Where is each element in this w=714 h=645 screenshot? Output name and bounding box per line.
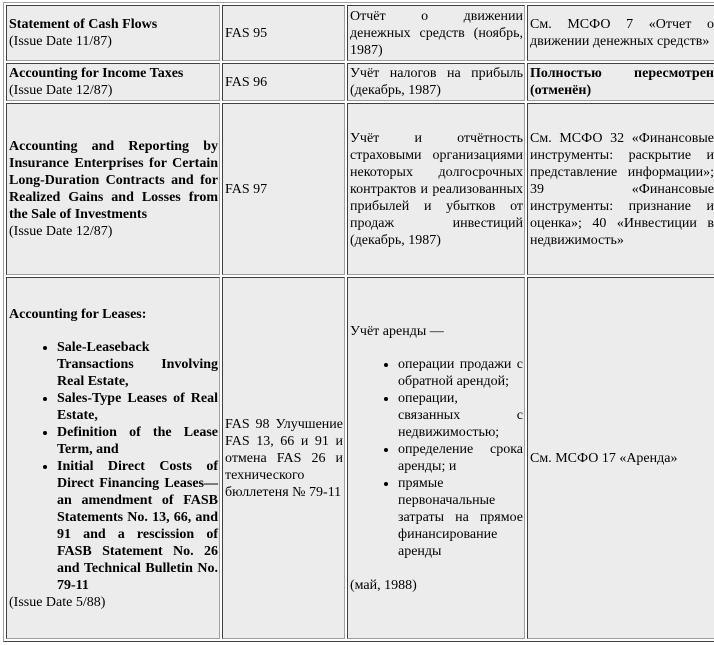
list-item: • Sale-Leaseback Transactions Involving Real Estate, bbox=[57, 339, 218, 390]
russian-subtopic-list bbox=[350, 356, 523, 560]
fas-number: FAS 96 bbox=[225, 74, 268, 90]
list-item: • операции, связанных с недвижимостью; bbox=[398, 390, 523, 441]
list-item: • Sales-Type Leases of Real Estate, bbox=[57, 390, 218, 424]
russian-title: Отчёт о движении денежных средств (ноябрь, 1987) bbox=[350, 8, 523, 58]
issue-date: (Issue Date 12/87) bbox=[9, 83, 113, 98]
russian-title-cell bbox=[347, 277, 525, 639]
russian-title-cell bbox=[347, 5, 525, 61]
fas-number-cell bbox=[222, 63, 345, 101]
fas-number: FAS 95 bbox=[225, 25, 268, 41]
ifrs-reference-cell bbox=[527, 277, 714, 639]
table-row bbox=[6, 5, 714, 61]
table-row bbox=[6, 63, 714, 101]
russian-title: Учёт налогов на прибыль (декабрь, 1987) bbox=[350, 66, 523, 98]
list-item: • определение срока аренды; и bbox=[398, 441, 523, 475]
table-row bbox=[6, 103, 714, 275]
fas-number-cell bbox=[222, 103, 345, 275]
russian-date: (май, 1988) bbox=[350, 577, 417, 593]
list-item: • Initial Direct Costs of Direct Financing Leases—an amendment of FASB Statements No. 13, 66, and 91 and a rescission of FASB Statement No. 26 and Technical Bulletin No. 79-11 bbox=[57, 458, 218, 594]
standards-comparison-table bbox=[3, 2, 714, 642]
english-subtopic-list bbox=[9, 339, 218, 594]
list-item: • операции продажи с обратной арендой; bbox=[398, 356, 523, 390]
russian-title-cell bbox=[347, 103, 525, 275]
fas-number-cell bbox=[222, 5, 345, 61]
english-title-cell bbox=[6, 63, 220, 101]
ifrs-reference: См. МСФО 7 «Отчет о движении денежных средств» bbox=[530, 17, 714, 49]
english-title: Accounting for Income Taxes bbox=[9, 66, 184, 81]
russian-title-cell bbox=[347, 63, 525, 101]
ifrs-reference: См. МСФО 32 «Финансовые инструменты: раскрытие и представление информации»; 39 «Финансовые инструменты: признание и оценка»; 40 «Инвестиции в недвижимость» bbox=[530, 130, 714, 248]
english-title: Statement of Cash Flows bbox=[9, 17, 158, 32]
issue-date: (Issue Date 5/88) bbox=[9, 594, 106, 610]
english-title-cell bbox=[6, 103, 220, 275]
russian-title: Учёт и отчётность страховыми организациями некоторых долгосрочных контрактов и реализованных прибылей и убытков от продаж инвестиций (декабрь, 1987) bbox=[350, 130, 523, 248]
english-title: Accounting for Leases: bbox=[9, 306, 147, 322]
list-item: • прямые первоначальные затраты на прямое финансирование аренды bbox=[398, 475, 523, 560]
ifrs-reference-cell bbox=[527, 103, 714, 275]
english-title-cell bbox=[6, 277, 220, 639]
english-title-cell bbox=[6, 5, 220, 61]
list-item: • Definition of the Lease Term, and bbox=[57, 424, 218, 458]
ifrs-reference-cell bbox=[527, 63, 714, 101]
english-title: Accounting and Reporting by Insurance Enterprises for Certain Long-Duration Contracts and for Realized Gains and Losses from the Sale of Investments bbox=[9, 139, 218, 222]
fas-number: FAS 98 Улучшение FAS 13, 66 и 91 и отмена FAS 26 и технического бюллетеня № 79-11 bbox=[225, 416, 343, 500]
issue-date: (Issue Date 11/87) bbox=[9, 34, 112, 49]
ifrs-reference: См. МСФО 17 «Аренда» bbox=[530, 450, 678, 466]
ifrs-reference: Полностью пересмотрен (отменён) bbox=[530, 66, 714, 98]
russian-title: Учёт аренды — bbox=[350, 323, 444, 339]
fas-number-cell bbox=[222, 277, 345, 639]
fas-number: FAS 97 bbox=[225, 181, 268, 197]
ifrs-reference-cell bbox=[527, 5, 714, 61]
table-row bbox=[6, 277, 714, 639]
issue-date: (Issue Date 12/87) bbox=[9, 224, 113, 239]
